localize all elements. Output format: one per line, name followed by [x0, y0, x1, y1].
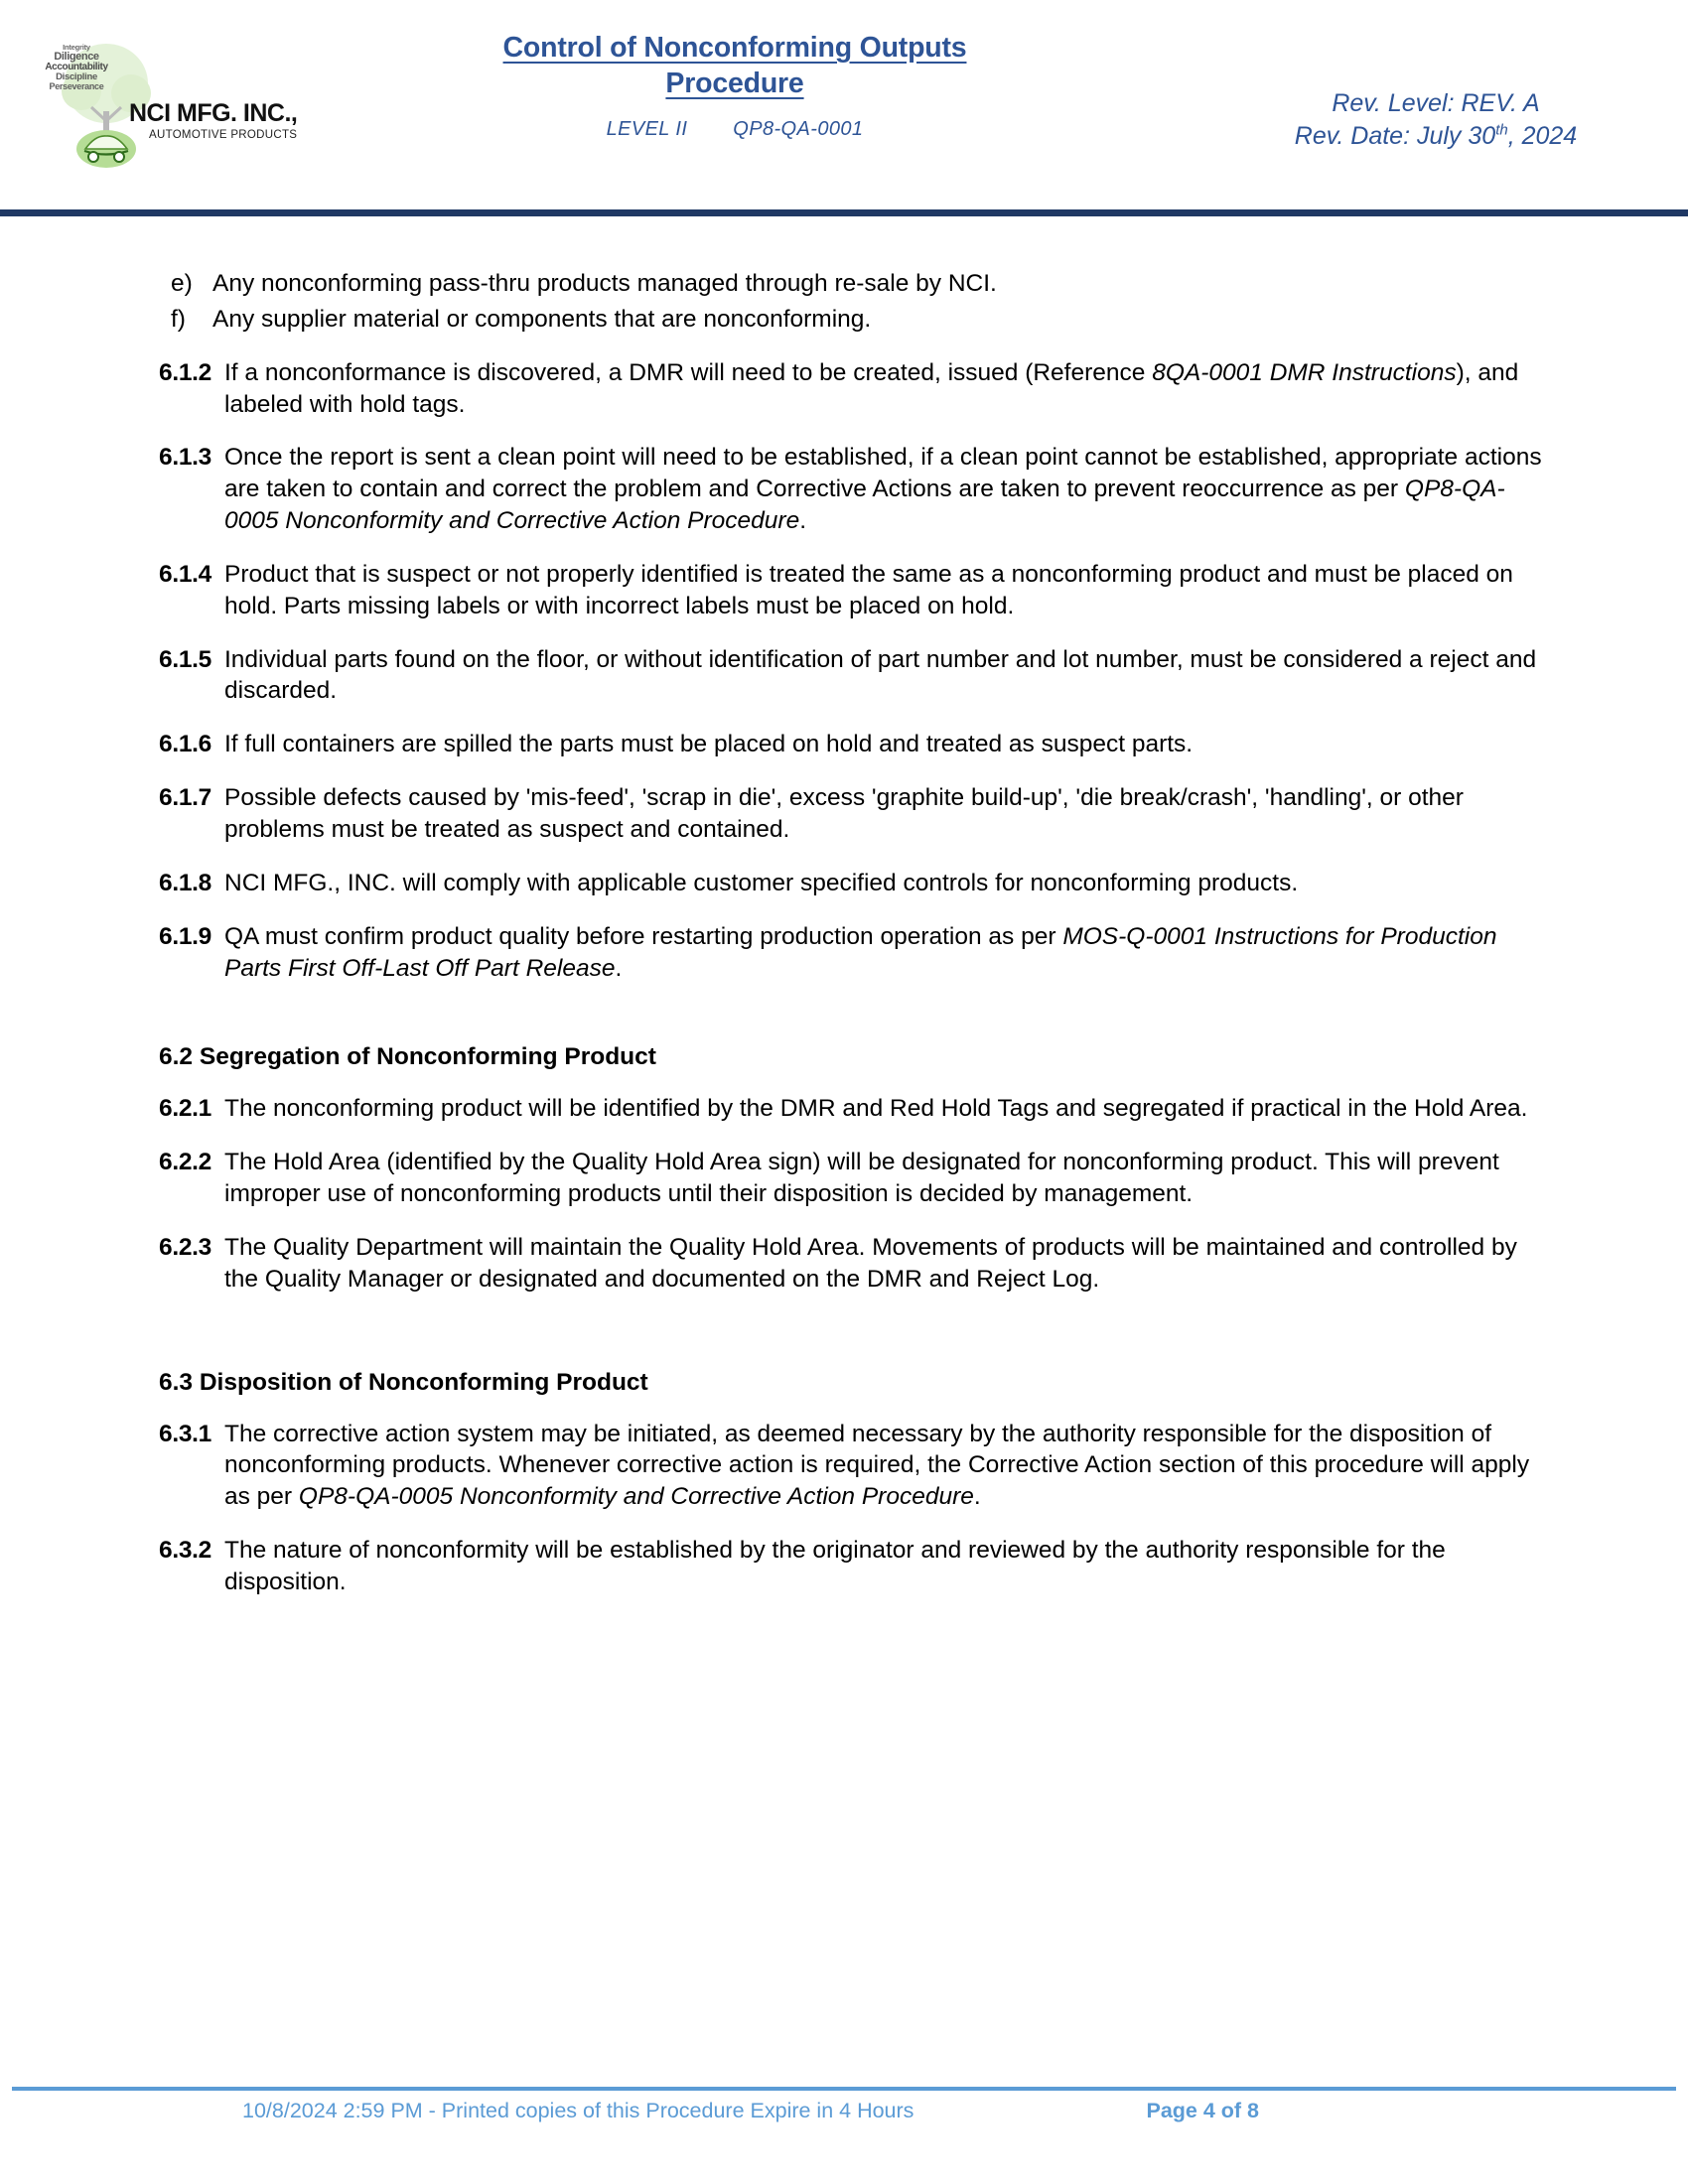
clause	[159, 868, 1549, 899]
company-tagline: AUTOMOTIVE PRODUCTS	[149, 129, 298, 141]
company-logo	[22, 42, 310, 171]
clause-number: 6.1.9	[159, 922, 211, 950]
clause-text: QA must confirm product quality before restarting production operation as per MOS-Q-0001 Instructions for Production Parts First Off-Last Off Part Release.	[224, 922, 1497, 982]
clause-text: If a nonconformance is discovered, a DMR will need to be created, issued (Reference 8QA-0001 DMR Instructions), and labeled with hold tags.	[224, 358, 1519, 418]
clause-number: 6.1.2	[159, 358, 211, 386]
logo-word-perseverance: Perseverance	[49, 80, 104, 91]
lettered-list	[159, 268, 1549, 336]
clause	[159, 442, 1549, 537]
clause	[159, 1232, 1549, 1296]
list-item-marker: e)	[171, 270, 193, 297]
document-level: LEVEL II	[606, 117, 688, 140]
document-title-line-2: Procedure	[665, 68, 804, 100]
clause-text: The corrective action system may be initiated, as deemed necessary by the authority responsible for the disposition of nonconforming products. Whenever corrective action is required, the Corrective Action section of this procedure will apply as per QP8-QA-0005 Nonconformity and Corrective Action Procedure.	[224, 1420, 1530, 1511]
document-title-block	[427, 30, 1043, 141]
clause-text: Once the report is sent a clean point will need to be established, if a clean point cannot be established, appropriate actions are taken to contain and correct the problem and Corrective Actions are taken to prevent reoccurrence as per QP8-QA-0005 Nonconformity and Corrective Action Procedure.	[224, 444, 1542, 535]
document-body	[0, 216, 1688, 2184]
list-item-text: Any supplier material or components that are nonconforming.	[212, 305, 872, 333]
revision-block	[1217, 87, 1654, 153]
footer-divider	[12, 2087, 1676, 2091]
clause	[159, 1419, 1549, 1514]
clause-text: NCI MFG., INC. will comply with applicable customer specified controls for nonconforming products.	[224, 869, 1299, 896]
clause	[159, 1535, 1549, 1598]
logo-word-discipline: Discipline	[56, 71, 97, 83]
logo-word-accountability: Accountability	[45, 61, 108, 72]
clause-text: Product that is suspect or not properly identified is treated the same as a nonconforming product and must be placed on hold. Parts missing labels or with incorrect labels must be placed on hold.	[224, 560, 1513, 619]
section-heading-6-3: 6.3 Disposition of Nonconforming Product	[159, 1368, 648, 1396]
clause-number: 6.2.2	[159, 1149, 211, 1176]
clause-number: 6.1.5	[159, 645, 211, 673]
footer-row	[12, 2099, 1676, 2123]
clause-number: 6.1.7	[159, 784, 211, 812]
clause	[159, 1093, 1549, 1125]
logo-word-integrity: Integrity	[63, 43, 90, 52]
header-divider	[0, 209, 1688, 216]
revision-level: Rev. Level: REV. A	[1332, 89, 1540, 117]
revision-date-ordinal: th	[1495, 121, 1508, 139]
print-expiry-notice: 10/8/2024 2:59 PM - Printed copies of this Procedure Expire in 4 Hours	[242, 2099, 914, 2122]
revision-date-year: , 2024	[1507, 122, 1578, 150]
clause-text: Individual parts found on the floor, or without identification of part number and lot number, must be considered a reject and discarded.	[224, 645, 1537, 705]
list-item-marker: f)	[171, 305, 186, 333]
revision-date-prefix: Rev. Date: July 30	[1294, 122, 1496, 150]
clause-number: 6.1.4	[159, 560, 211, 588]
clause-text: The Quality Department will maintain the Quality Hold Area. Movements of products will be maintained and controlled by the Quality Manager or designated and documented on the DMR and Reject Log.	[224, 1233, 1517, 1293]
clause-text: The nature of nonconformity will be established by the originator and reviewed by the authority responsible for the disposition.	[224, 1537, 1446, 1595]
list-item	[159, 268, 1549, 300]
clause-text: The Hold Area (identified by the Quality Hold Area sign) will be designated for nonconforming product. This will prevent improper use of nonconforming products until their disposition is decided by management.	[224, 1149, 1499, 1208]
clause	[159, 782, 1549, 846]
clause	[159, 1147, 1549, 1210]
clause-number: 6.1.6	[159, 731, 211, 758]
clause	[159, 921, 1549, 985]
clause	[159, 729, 1549, 760]
document-footer	[0, 2065, 1688, 2184]
clause	[159, 644, 1549, 708]
section-heading-6-2: 6.2 Segregation of Nonconforming Product	[159, 1043, 656, 1071]
page-number: Page 4 of 8	[1146, 2099, 1259, 2122]
list-item-text: Any nonconforming pass-thru products managed through re-sale by NCI.	[212, 270, 997, 297]
clause-group-6-2	[159, 1093, 1549, 1295]
clause-number: 6.3.2	[159, 1537, 211, 1565]
list-item	[159, 304, 1549, 336]
clause-number: 6.2.1	[159, 1095, 211, 1123]
clause-number: 6.3.1	[159, 1420, 211, 1447]
clause-number: 6.1.3	[159, 444, 211, 472]
document-number: QP8-QA-0001	[733, 117, 864, 140]
clause	[159, 559, 1549, 622]
document-header	[0, 0, 1688, 216]
clause-group-6-1	[159, 357, 1549, 985]
clause-text: If full containers are spilled the parts must be placed on hold and treated as suspect parts.	[224, 731, 1194, 758]
clause-number: 6.2.3	[159, 1233, 211, 1261]
revision-date	[1217, 120, 1654, 153]
document-level-and-number	[427, 118, 1043, 141]
logo-word-diligence: Diligence	[54, 50, 99, 63]
document-title-line-1: Control of Nonconforming Outputs	[502, 32, 967, 64]
clause	[159, 357, 1549, 421]
clause-group-6-3	[159, 1419, 1549, 1598]
clause-text: The nonconforming product will be identified by the DMR and Red Hold Tags and segregated if practical in the Hold Area.	[224, 1095, 1528, 1123]
clause-text: Possible defects caused by 'mis-feed', 'scrap in die', excess 'graphite build-up', 'die break/crash', 'handling', or other problems must be treated as suspect and contained.	[224, 784, 1464, 843]
clause-number: 6.1.8	[159, 869, 211, 896]
company-name: NCI MFG. INC.,	[129, 99, 298, 127]
